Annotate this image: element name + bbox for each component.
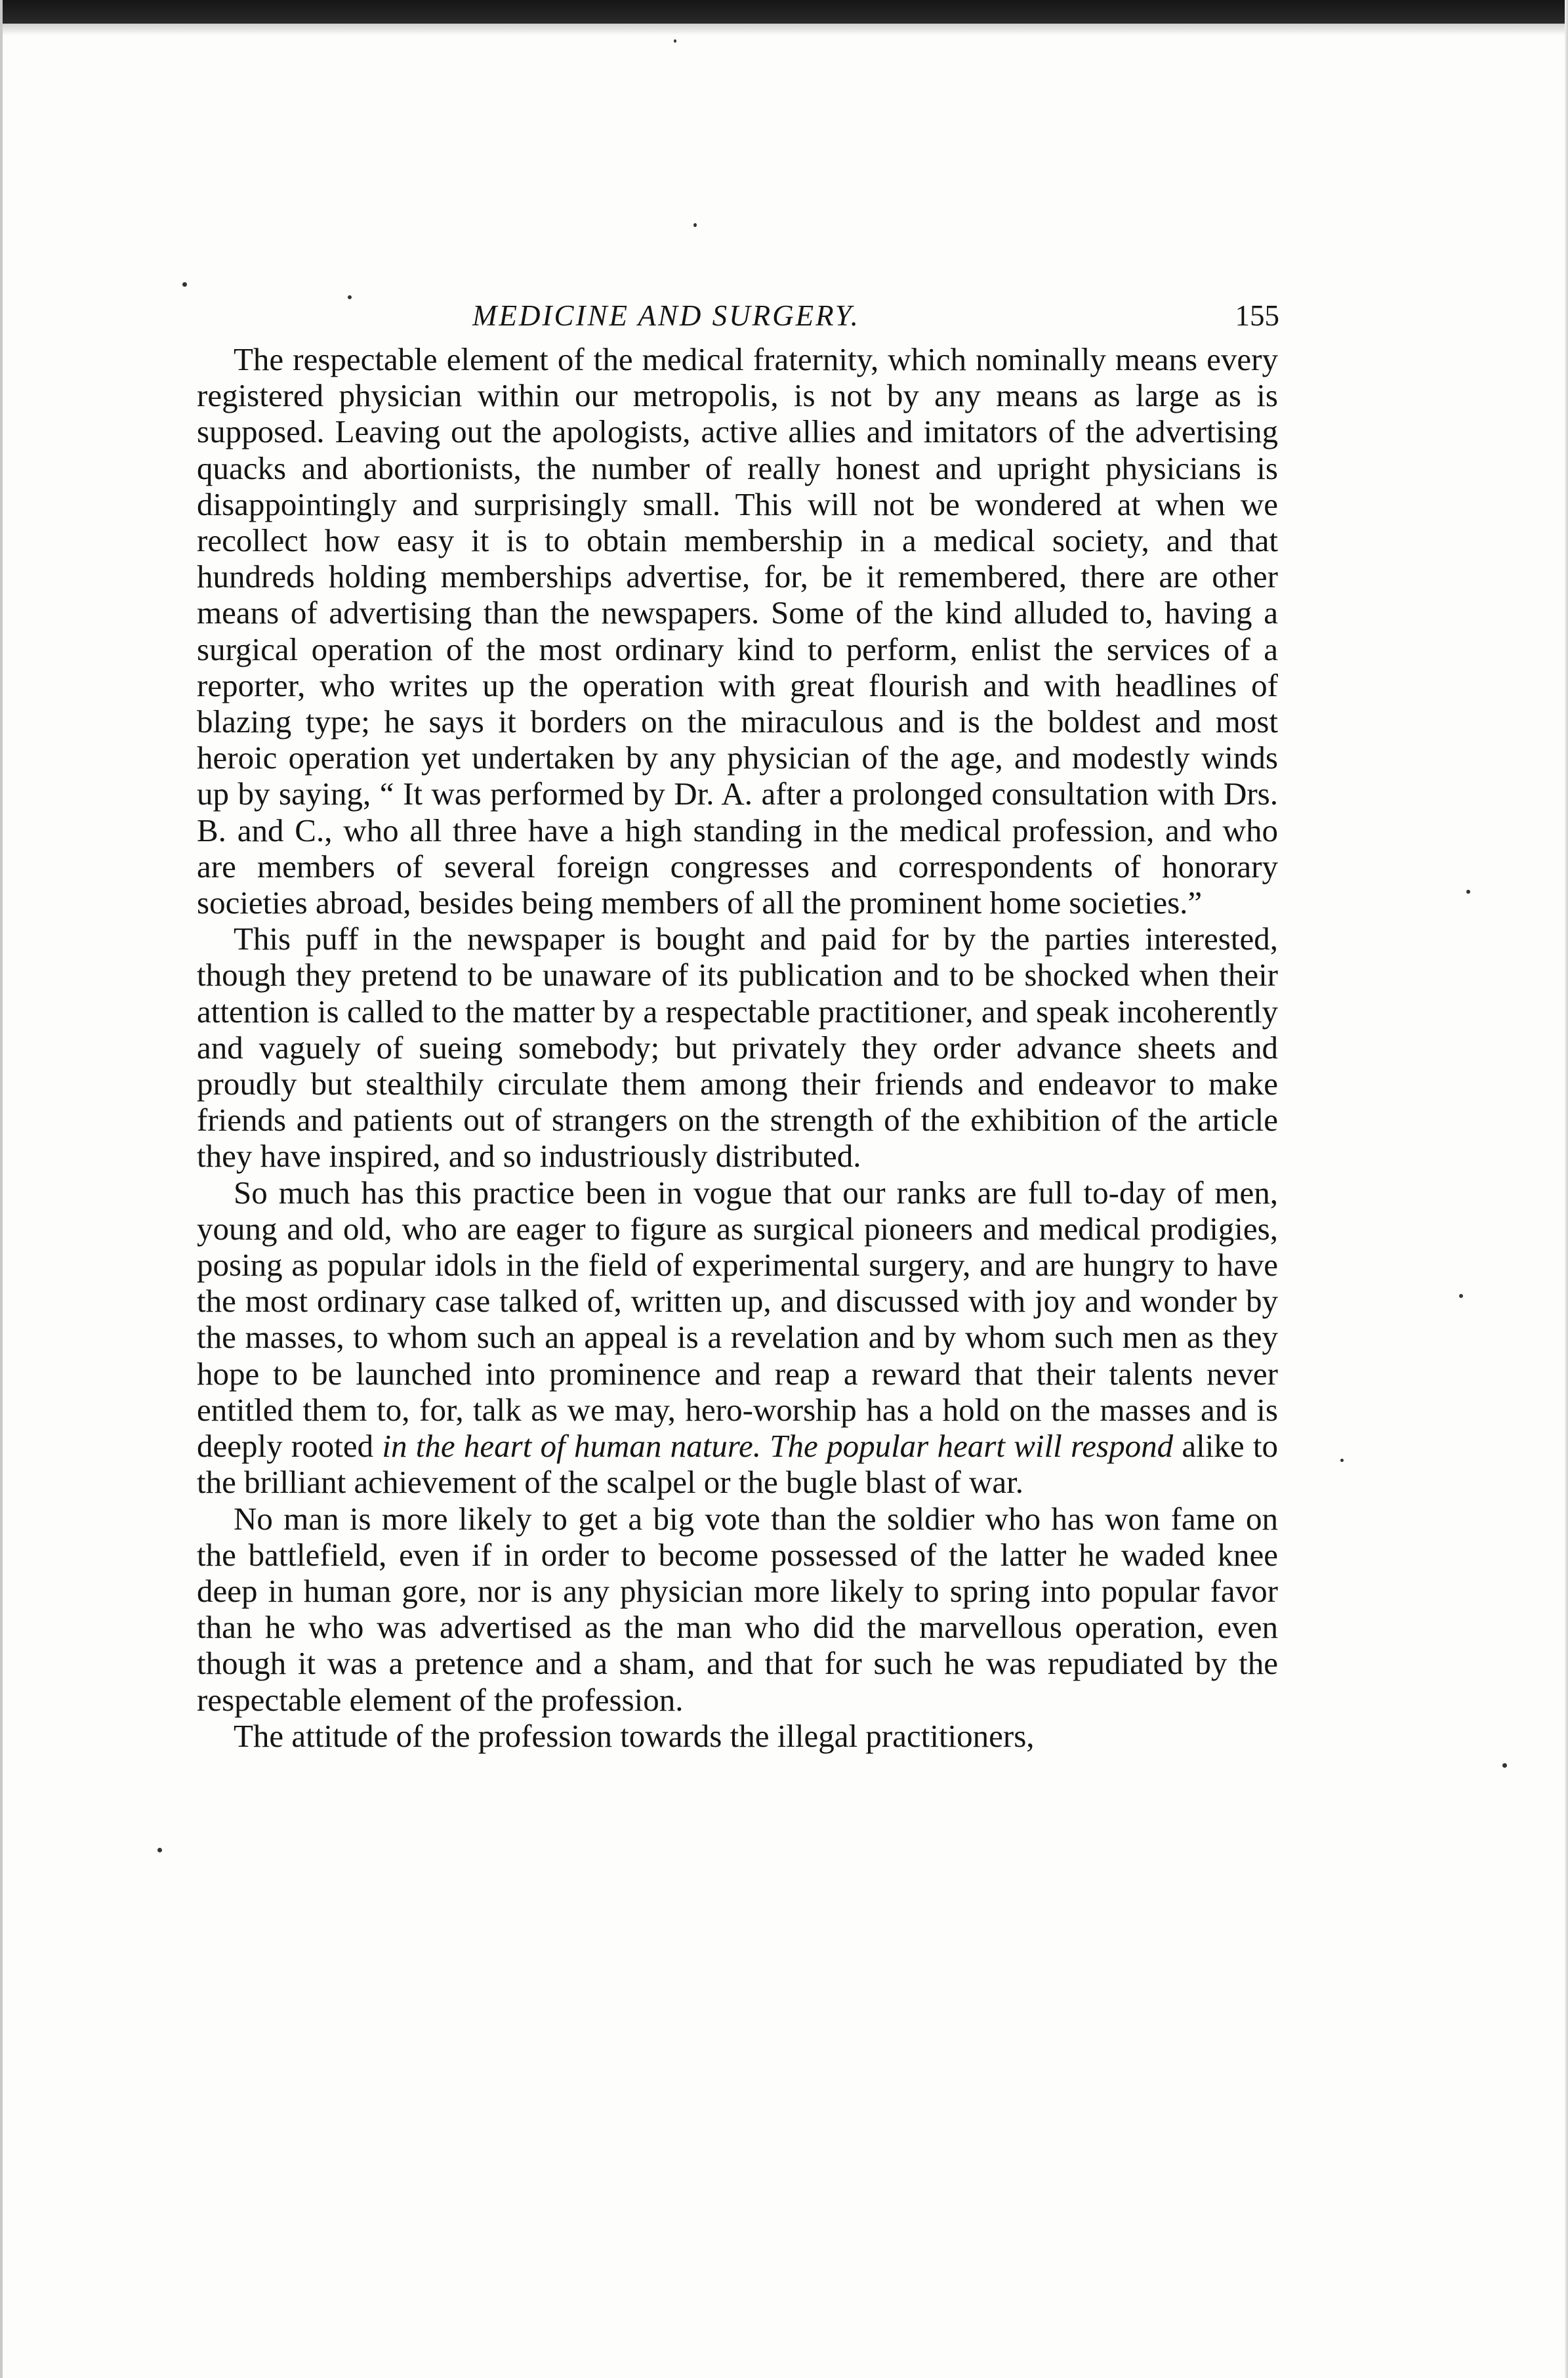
running-head — [190, 299, 1279, 344]
scan-speck — [157, 1848, 162, 1852]
running-head-title: MEDICINE AND SURGERY. — [472, 299, 860, 332]
scan-top-border — [0, 0, 1568, 24]
scan-speck — [1340, 1459, 1344, 1462]
paragraph-5: The attitude of the profession towards the illegal practitioners, — [234, 1717, 1035, 1754]
scan-right-border — [1565, 0, 1568, 2378]
paragraph-2: This puff in the newspaper is bought and paid for by the parties interested, though they pretend to be unaware of its publication and to be shocked when their attention is called to the matter by a respectable practitioner, and speak incoherently and vaguely of sueing somebody; but privately they order advance sheets and proudly but stealthily circulate them among their friends and endeavor to make friends and patients out of strangers on the strength of the exhibition of the article they have inspired, and so industriously distributed. — [197, 921, 1278, 1175]
paragraph-3 — [197, 1175, 1278, 1501]
scan-top-shadow — [0, 24, 1568, 35]
page-number: 155 — [1235, 299, 1279, 332]
scan-speck — [1459, 1294, 1463, 1298]
scan-speck — [674, 39, 676, 43]
scan-speck — [693, 223, 697, 227]
paragraph-1: The respectable element of the medical fraternity, which nominally means every registered physician within our metropolis, is not by any means as large as is supposed. Leaving out the apologists, active allies and imitators of the advertising quacks and abortionists, the number of really honest and upright physicians is disappointingly and surprisingly small. This will not be wondered at when we recollect how easy it is to obtain membership in a medical society, and that hundreds holding memberships advertise, for, be it remembered, there are other means of advertising than the newspapers. Some of the kind alluded to, having a surgical operation of the most ordinary kind to perform, enlist the services of a reporter, who writes up the operation with great flourish and with headlines of blazing type; he says it borders on the miraculous and is the boldest and most heroic operation yet undertaken by any physician of the age, and modestly winds up by saying, “ It was performed by Dr. A. after a prolonged consultation with Drs. B. and C., who all three have a high standing in the medical profession, and who are members of several foreign congresses and correspondents of honorary societies abroad, besides being members of all the prominent home societies.” — [197, 341, 1278, 921]
scan-speck — [1466, 890, 1470, 894]
paragraph-3-text: So much has this practice been in vogue that our ranks are full to-day of men, young and old, who are eager to figure as surgical pioneers and medical prodigies, posing as popular idols in the field of experimental surgery, and are hungry to have the most ordinary case talked of, written up, and discussed with joy and wonder by the masses, to whom such an appeal is a revelation and by whom such men as they hope to be launched into prominence and reap a reward that their talents never entitled them to, for, talk as we may, hero-worship has a hold on the masses and is deeply rooted — [197, 1174, 1278, 1465]
paragraph-3-text-end: alike to the brilliant achievement of the scalpel or the bugle blast of war. — [197, 1428, 1279, 1501]
scan-speck — [1502, 1763, 1507, 1768]
scan-left-border — [0, 0, 3, 2378]
body-text — [197, 341, 1278, 1754]
paragraph-4: No man is more likely to get a big vote than the soldier who has won fame on the battlefield, even if in order to become possessed of the latter he waded knee deep in human gore, nor is any physician more likely to spring into popular favor than he who was advertised as the man who did the marvellous operation, even though it was a pretence and a sham, and that for such he was repudiated by the respectable element of the profession. — [197, 1500, 1278, 1718]
scan-speck — [182, 282, 187, 287]
paragraph-3-italic-text: in the heart of human nature. The popular heart will respond — [382, 1428, 1174, 1465]
